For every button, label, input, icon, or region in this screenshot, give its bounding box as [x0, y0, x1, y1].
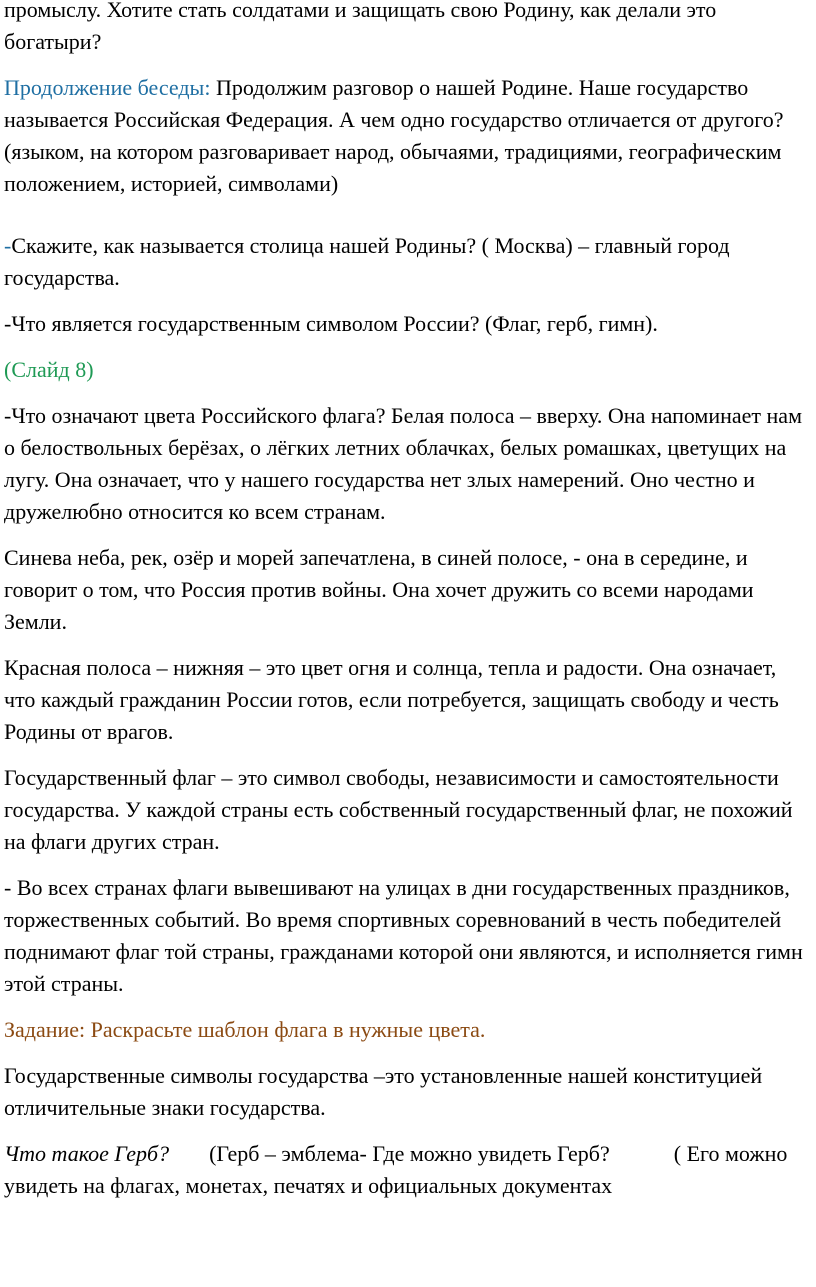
paragraph-coat-of-arms [4, 1138, 810, 1202]
paragraph-flag-blue: Синева неба, рек, озёр и морей запечатлена, в синей полосе, - она в середине, и говорит о том, что Россия против войны. Она хочет дружить со всеми народами Земли. [4, 545, 754, 634]
paragraph-flag-meaning: Государственный флаг – это символ свободы, независимости и самостоятельности государства. У каждой страны есть собственный государственный флаг, не похожий на флаги других стран. [4, 765, 793, 854]
conversation-text: Продолжим разговор о нашей Родине. Наше государство называется Российская Федерация. А чем одно государство отличается от другого? (языком, на котором разговаривает народ, обычаями, традициями, географическим положением, историей, символами) [4, 75, 784, 196]
conversation-label: Продолжение беседы: [4, 75, 211, 100]
coat-answer-b: ( Его можно увидеть на флагах, монетах, печатях и официальных документах [4, 1141, 788, 1198]
capital-text: Скажите, как называется столица нашей Родины? ( Москва) – главный город государства. [4, 233, 730, 290]
document-page [4, 0, 810, 1216]
slide-label: (Слайд 8) [4, 357, 94, 382]
paragraph-flag-red: Красная полоса – нижняя – это цвет огня и солнца, тепла и радости. Она означает, что каждый гражданин России готов, если потребуется, защищать свободу и честь Родины от врагов. [4, 655, 779, 744]
paragraph-flag-usage: - Во всех странах флаги вывешивают на улицах в дни государственных праздников, торжественных событий. Во время спортивных соревнований в честь победителей поднимают флаг той страны, гражданами которой они являются, и исполняется гимн этой страны. [4, 875, 803, 996]
capital-dash: - [4, 233, 12, 258]
paragraph-intro: промыслу. Хотите стать солдатами и защищать свою Родину, как делали это богатыри? [4, 0, 717, 54]
paragraph-flag-white: -Что означают цвета Российского флага? Белая полоса – вверху. Она напоминает нам о белоствольных берёзах, о лёгких летних облачках, белых ромашках, цветущих на лугу. Она означает, что у нашего государства нет злых намерений. Оно честно и дружелюбно относится ко всем странам. [4, 403, 802, 524]
coat-question: Что такое Герб? [4, 1141, 170, 1166]
coat-answer-a: (Герб – эмблема- Где можно увидеть Герб? [209, 1141, 610, 1166]
task-label: Задание: Раскрасьте шаблон флага в нужные цвета. [4, 1017, 486, 1042]
paragraph-capital [4, 230, 810, 294]
paragraph-state-symbols: Государственные символы государства –это установленные нашей конституцией отличительные знаки государства. [4, 1063, 763, 1120]
paragraph-conversation [4, 72, 810, 200]
paragraph-symbols: -Что является государственным символом России? (Флаг, герб, гимн). [4, 311, 658, 336]
